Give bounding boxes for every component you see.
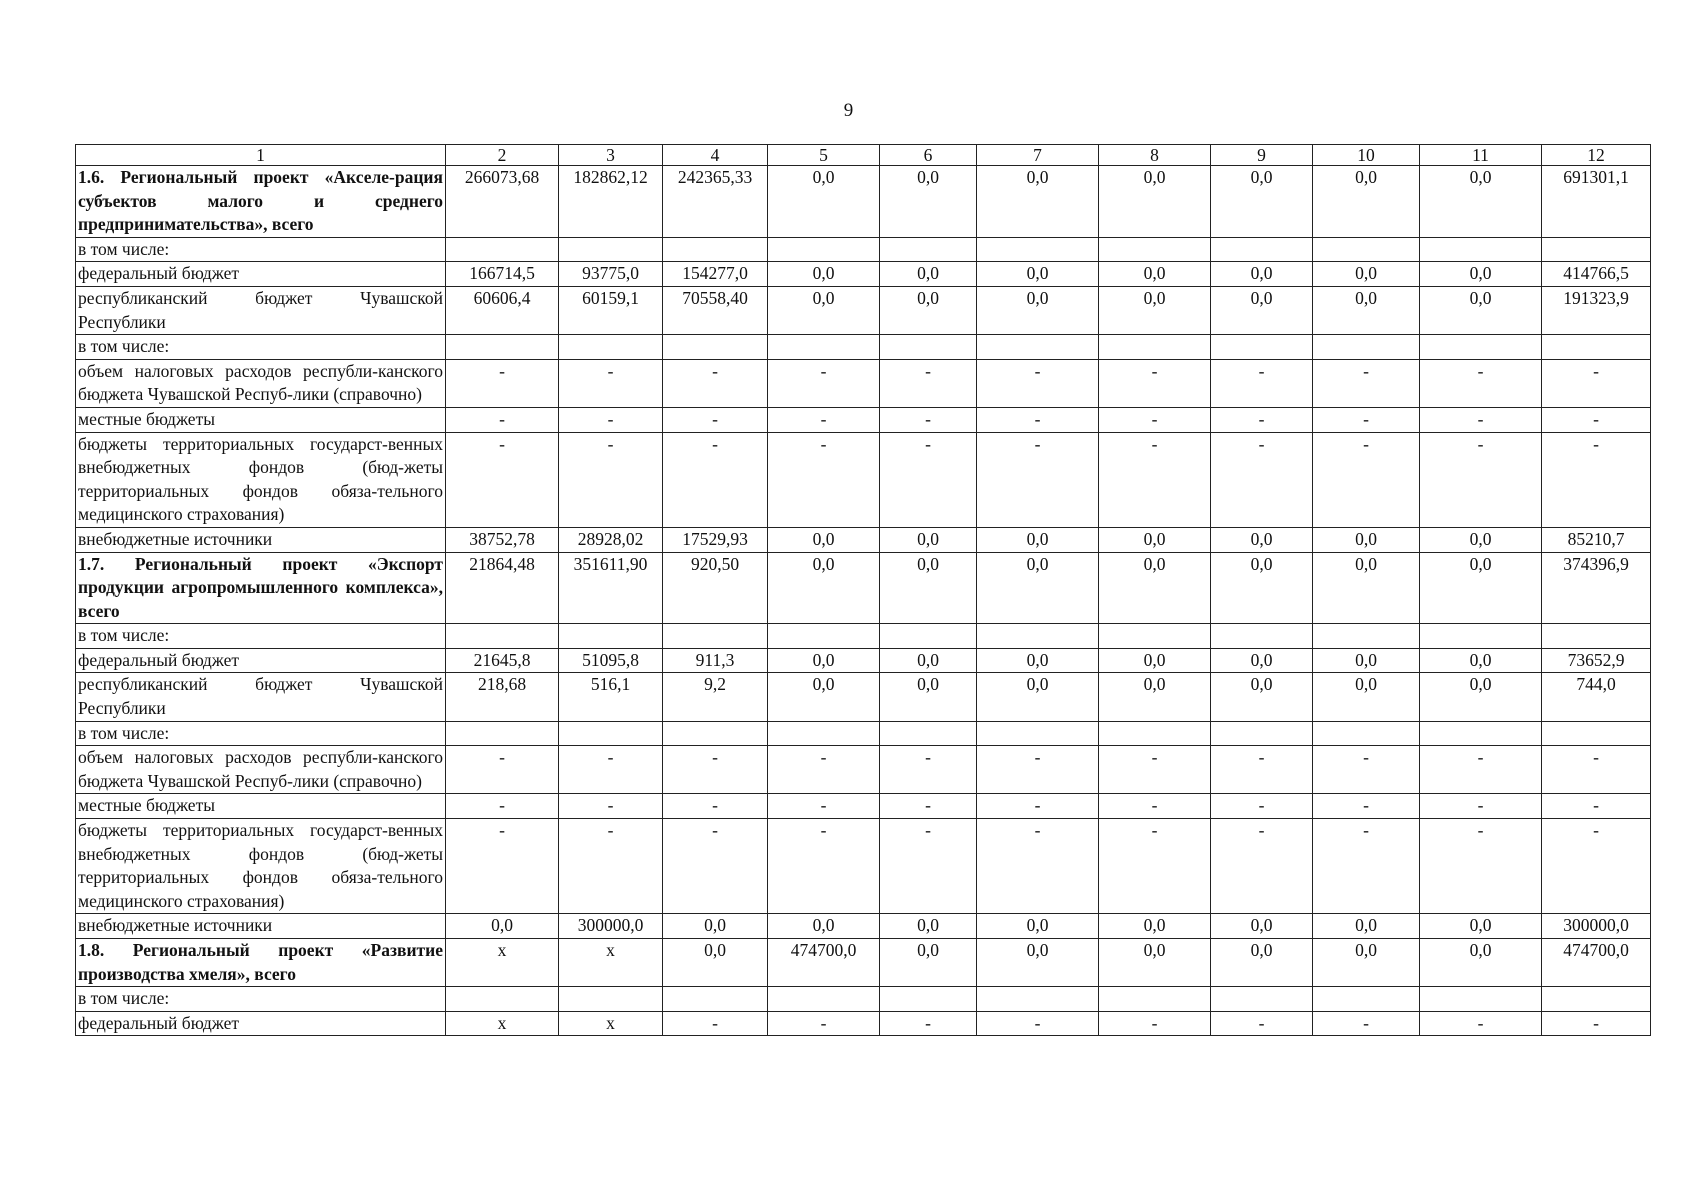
value-cell: 0,0 [768, 673, 880, 721]
value-cell: - [768, 794, 880, 819]
value-cell [559, 721, 663, 746]
value-cell: - [977, 746, 1099, 794]
column-number: 8 [1099, 145, 1211, 166]
value-cell: 0,0 [1211, 648, 1313, 673]
value-cell: - [1542, 407, 1651, 432]
value-cell: - [977, 1011, 1099, 1036]
value-cell: 0,0 [880, 648, 977, 673]
value-cell: - [1313, 359, 1420, 407]
value-cell: 0,0 [977, 166, 1099, 238]
value-cell [1313, 721, 1420, 746]
value-cell: 85210,7 [1542, 527, 1651, 552]
value-cell: 474700,0 [1542, 939, 1651, 987]
value-cell: - [559, 432, 663, 527]
value-cell [1211, 335, 1313, 360]
table-row [76, 721, 1651, 746]
value-cell: 0,0 [1420, 673, 1542, 721]
column-number: 11 [1420, 145, 1542, 166]
table-row [76, 914, 1651, 939]
value-cell: - [1542, 1011, 1651, 1036]
row-label: местные бюджеты [76, 794, 446, 819]
row-label: внебюджетные источники [76, 527, 446, 552]
value-cell: - [663, 1011, 768, 1036]
value-cell [977, 721, 1099, 746]
value-cell: - [1542, 432, 1651, 527]
value-cell: 0,0 [880, 527, 977, 552]
value-cell: - [1211, 432, 1313, 527]
value-cell [663, 335, 768, 360]
row-label: бюджеты территориальных государст-венных внебюджетных фондов (бюд-жеты территориальных фондов обяза-тельного медицинского страхования) [76, 819, 446, 914]
value-cell: 0,0 [977, 914, 1099, 939]
value-cell: - [977, 407, 1099, 432]
value-cell: - [663, 794, 768, 819]
section-row [76, 939, 1651, 987]
table-row [76, 624, 1651, 649]
table-row [76, 648, 1651, 673]
value-cell: 300000,0 [559, 914, 663, 939]
value-cell: 474700,0 [768, 939, 880, 987]
table-row [76, 335, 1651, 360]
budget-table [75, 144, 1651, 1036]
value-cell: - [977, 359, 1099, 407]
value-cell: - [446, 819, 559, 914]
value-cell: - [663, 407, 768, 432]
value-cell: 38752,78 [446, 527, 559, 552]
value-cell [1420, 237, 1542, 262]
value-cell: 0,0 [1211, 262, 1313, 287]
value-cell: - [768, 407, 880, 432]
value-cell: 0,0 [663, 939, 768, 987]
value-cell [1542, 987, 1651, 1012]
row-label: республиканский бюджет Чувашской Республики [76, 673, 446, 721]
row-label: в том числе: [76, 335, 446, 360]
row-label: в том числе: [76, 237, 446, 262]
value-cell: - [1099, 746, 1211, 794]
value-cell: 0,0 [768, 166, 880, 238]
value-cell: - [1542, 819, 1651, 914]
value-cell: 0,0 [768, 552, 880, 624]
value-cell [446, 987, 559, 1012]
value-cell [1542, 721, 1651, 746]
value-cell: 300000,0 [1542, 914, 1651, 939]
value-cell [1211, 721, 1313, 746]
value-cell: 60606,4 [446, 286, 559, 334]
value-cell [977, 624, 1099, 649]
value-cell: - [1099, 407, 1211, 432]
row-label: местные бюджеты [76, 407, 446, 432]
value-cell [1099, 335, 1211, 360]
value-cell: 0,0 [1313, 286, 1420, 334]
value-cell [768, 624, 880, 649]
value-cell: 0,0 [1211, 939, 1313, 987]
value-cell: - [1099, 432, 1211, 527]
value-cell: - [1313, 432, 1420, 527]
value-cell: x [446, 1011, 559, 1036]
value-cell: x [559, 939, 663, 987]
value-cell: 0,0 [880, 286, 977, 334]
row-label: в том числе: [76, 721, 446, 746]
value-cell: 0,0 [880, 552, 977, 624]
value-cell: 0,0 [977, 262, 1099, 287]
value-cell: - [1211, 794, 1313, 819]
value-cell [1211, 987, 1313, 1012]
value-cell [663, 721, 768, 746]
value-cell: 0,0 [1211, 673, 1313, 721]
value-cell: 0,0 [446, 914, 559, 939]
value-cell: 0,0 [977, 286, 1099, 334]
value-cell: 93775,0 [559, 262, 663, 287]
value-cell: - [446, 359, 559, 407]
value-cell: 374396,9 [1542, 552, 1651, 624]
value-cell: 0,0 [1420, 914, 1542, 939]
value-cell: 0,0 [1211, 286, 1313, 334]
value-cell: - [1211, 407, 1313, 432]
value-cell: - [559, 819, 663, 914]
value-cell [1542, 237, 1651, 262]
page-number: 9 [843, 100, 854, 121]
value-cell: - [768, 1011, 880, 1036]
value-cell: - [446, 794, 559, 819]
value-cell: 182862,12 [559, 166, 663, 238]
value-cell: 21864,48 [446, 552, 559, 624]
value-cell: 0,0 [768, 648, 880, 673]
table-body [76, 166, 1651, 1036]
value-cell: 0,0 [880, 262, 977, 287]
value-cell: - [1542, 746, 1651, 794]
value-cell: 0,0 [1313, 648, 1420, 673]
column-number: 2 [446, 145, 559, 166]
value-cell: 744,0 [1542, 673, 1651, 721]
value-cell [1099, 624, 1211, 649]
value-cell: - [1420, 407, 1542, 432]
value-cell: - [880, 407, 977, 432]
table-row [76, 746, 1651, 794]
value-cell [663, 237, 768, 262]
value-cell: 414766,5 [1542, 262, 1651, 287]
value-cell [1420, 987, 1542, 1012]
value-cell: - [446, 746, 559, 794]
value-cell: 0,0 [1099, 286, 1211, 334]
value-cell: x [559, 1011, 663, 1036]
value-cell: 0,0 [1099, 939, 1211, 987]
value-cell [1420, 335, 1542, 360]
value-cell [1420, 624, 1542, 649]
value-cell: 0,0 [880, 939, 977, 987]
table-row [76, 237, 1651, 262]
value-cell: - [880, 432, 977, 527]
value-cell: 0,0 [1211, 552, 1313, 624]
value-cell [1313, 624, 1420, 649]
table-row [76, 794, 1651, 819]
value-cell: 0,0 [1313, 673, 1420, 721]
column-number: 10 [1313, 145, 1420, 166]
value-cell: 0,0 [977, 552, 1099, 624]
column-number: 6 [880, 145, 977, 166]
value-cell [446, 624, 559, 649]
value-cell: - [768, 746, 880, 794]
value-cell: 0,0 [1099, 527, 1211, 552]
row-label: объем налоговых расходов республи-канского бюджета Чувашской Респуб-лики (справочно) [76, 359, 446, 407]
value-cell [880, 624, 977, 649]
value-cell: - [559, 407, 663, 432]
value-cell: 0,0 [1420, 166, 1542, 238]
column-number: 1 [76, 145, 446, 166]
value-cell [880, 335, 977, 360]
value-cell [1099, 987, 1211, 1012]
value-cell: - [1099, 794, 1211, 819]
value-cell: 0,0 [880, 166, 977, 238]
value-cell [446, 721, 559, 746]
value-cell: 0,0 [1211, 166, 1313, 238]
value-cell: - [663, 359, 768, 407]
value-cell: 0,0 [880, 914, 977, 939]
value-cell [663, 624, 768, 649]
value-cell: 0,0 [1420, 552, 1542, 624]
value-cell [446, 237, 559, 262]
value-cell [559, 237, 663, 262]
value-cell: 691301,1 [1542, 166, 1651, 238]
value-cell [559, 335, 663, 360]
value-cell: 0,0 [1313, 527, 1420, 552]
value-cell: - [1420, 359, 1542, 407]
value-cell [1099, 237, 1211, 262]
value-cell [663, 987, 768, 1012]
section-row [76, 166, 1651, 238]
table-row [76, 1011, 1651, 1036]
table-row [76, 359, 1651, 407]
value-cell: - [880, 819, 977, 914]
value-cell: 0,0 [880, 673, 977, 721]
value-cell: 191323,9 [1542, 286, 1651, 334]
value-cell: - [977, 819, 1099, 914]
value-cell [977, 237, 1099, 262]
value-cell [768, 721, 880, 746]
value-cell: 0,0 [1420, 286, 1542, 334]
value-cell: - [977, 432, 1099, 527]
value-cell: 17529,93 [663, 527, 768, 552]
value-cell: - [1099, 819, 1211, 914]
value-cell: - [768, 359, 880, 407]
value-cell: - [1211, 359, 1313, 407]
value-cell: - [977, 794, 1099, 819]
table-row [76, 819, 1651, 914]
value-cell: - [880, 1011, 977, 1036]
value-cell: 516,1 [559, 673, 663, 721]
value-cell: - [1313, 794, 1420, 819]
column-number: 3 [559, 145, 663, 166]
value-cell: 0,0 [1099, 262, 1211, 287]
value-cell: - [1420, 794, 1542, 819]
value-cell [977, 335, 1099, 360]
value-cell: 0,0 [663, 914, 768, 939]
value-cell: 0,0 [768, 286, 880, 334]
column-number: 5 [768, 145, 880, 166]
value-cell: - [1420, 819, 1542, 914]
value-cell: - [663, 819, 768, 914]
value-cell: 266073,68 [446, 166, 559, 238]
value-cell: 0,0 [1313, 552, 1420, 624]
row-label: объем налоговых расходов республи-канского бюджета Чувашской Респуб-лики (справочно) [76, 746, 446, 794]
column-number: 9 [1211, 145, 1313, 166]
value-cell: - [768, 432, 880, 527]
value-cell: 154277,0 [663, 262, 768, 287]
value-cell: 0,0 [1099, 914, 1211, 939]
value-cell: 0,0 [1420, 648, 1542, 673]
table-row [76, 673, 1651, 721]
value-cell: 70558,40 [663, 286, 768, 334]
value-cell: - [1313, 819, 1420, 914]
value-cell: 351611,90 [559, 552, 663, 624]
value-cell [1313, 987, 1420, 1012]
value-cell: 21645,8 [446, 648, 559, 673]
value-cell: 0,0 [1420, 262, 1542, 287]
value-cell [1211, 624, 1313, 649]
value-cell: - [559, 746, 663, 794]
value-cell: 920,50 [663, 552, 768, 624]
value-cell: 0,0 [1313, 262, 1420, 287]
value-cell: - [1099, 359, 1211, 407]
value-cell: 0,0 [977, 673, 1099, 721]
value-cell [880, 987, 977, 1012]
value-cell [1313, 237, 1420, 262]
value-cell: - [1313, 746, 1420, 794]
value-cell: - [880, 359, 977, 407]
value-cell: - [1313, 1011, 1420, 1036]
value-cell: 242365,33 [663, 166, 768, 238]
row-label: в том числе: [76, 624, 446, 649]
value-cell: - [1313, 407, 1420, 432]
row-label: в том числе: [76, 987, 446, 1012]
row-label: федеральный бюджет [76, 262, 446, 287]
value-cell: - [446, 407, 559, 432]
value-cell: 9,2 [663, 673, 768, 721]
value-cell: - [1542, 794, 1651, 819]
value-cell [1211, 237, 1313, 262]
value-cell: 73652,9 [1542, 648, 1651, 673]
value-cell: 0,0 [1313, 914, 1420, 939]
value-cell: 0,0 [1099, 673, 1211, 721]
value-cell: - [663, 746, 768, 794]
value-cell: - [1099, 1011, 1211, 1036]
value-cell: - [559, 359, 663, 407]
value-cell: - [768, 819, 880, 914]
row-label: внебюджетные источники [76, 914, 446, 939]
column-number: 12 [1542, 145, 1651, 166]
value-cell: 0,0 [768, 527, 880, 552]
value-cell: 0,0 [1211, 527, 1313, 552]
row-label: 1.8. Региональный проект «Развитие производства хмеля», всего [76, 939, 446, 987]
value-cell: 0,0 [1313, 166, 1420, 238]
value-cell: 0,0 [1099, 166, 1211, 238]
value-cell: 0,0 [1099, 552, 1211, 624]
value-cell: 0,0 [1313, 939, 1420, 987]
row-label: бюджеты территориальных государст-венных внебюджетных фондов (бюд-жеты территориальных фондов обяза-тельного медицинского страхования) [76, 432, 446, 527]
value-cell: 60159,1 [559, 286, 663, 334]
value-cell: 166714,5 [446, 262, 559, 287]
value-cell [768, 987, 880, 1012]
value-cell [1313, 335, 1420, 360]
value-cell: 0,0 [977, 939, 1099, 987]
value-cell: 218,68 [446, 673, 559, 721]
value-cell [977, 987, 1099, 1012]
value-cell: - [1211, 819, 1313, 914]
value-cell: - [1420, 432, 1542, 527]
value-cell [880, 721, 977, 746]
value-cell [559, 987, 663, 1012]
row-label: 1.6. Региональный проект «Акселе-рация субъектов малого и среднего предпринимательства», всего [76, 166, 446, 238]
value-cell [768, 237, 880, 262]
value-cell: - [1211, 746, 1313, 794]
value-cell: 911,3 [663, 648, 768, 673]
value-cell: - [559, 794, 663, 819]
value-cell: 0,0 [768, 914, 880, 939]
table-row [76, 527, 1651, 552]
value-cell: - [880, 794, 977, 819]
value-cell [1420, 721, 1542, 746]
value-cell: 0,0 [1211, 914, 1313, 939]
value-cell: - [1420, 746, 1542, 794]
table-row [76, 407, 1651, 432]
column-number-row [76, 145, 1651, 166]
value-cell: 28928,02 [559, 527, 663, 552]
value-cell: 0,0 [1420, 527, 1542, 552]
value-cell: 0,0 [977, 648, 1099, 673]
column-number: 7 [977, 145, 1099, 166]
row-label: федеральный бюджет [76, 648, 446, 673]
table-row [76, 286, 1651, 334]
value-cell: 0,0 [1099, 648, 1211, 673]
value-cell [768, 335, 880, 360]
table-row [76, 432, 1651, 527]
value-cell [559, 624, 663, 649]
value-cell [1099, 721, 1211, 746]
value-cell: x [446, 939, 559, 987]
table-row [76, 262, 1651, 287]
value-cell: 0,0 [1420, 939, 1542, 987]
value-cell: 0,0 [768, 262, 880, 287]
value-cell: 0,0 [977, 527, 1099, 552]
value-cell [1542, 624, 1651, 649]
value-cell: - [880, 746, 977, 794]
row-label: республиканский бюджет Чувашской Республики [76, 286, 446, 334]
row-label: 1.7. Региональный проект «Экспорт продукции агропромышленного комплекса», всего [76, 552, 446, 624]
value-cell [1542, 335, 1651, 360]
column-number: 4 [663, 145, 768, 166]
value-cell: 51095,8 [559, 648, 663, 673]
value-cell: - [1542, 359, 1651, 407]
table-row [76, 987, 1651, 1012]
value-cell: - [663, 432, 768, 527]
value-cell [446, 335, 559, 360]
value-cell [880, 237, 977, 262]
section-row [76, 552, 1651, 624]
row-label: федеральный бюджет [76, 1011, 446, 1036]
value-cell: - [1211, 1011, 1313, 1036]
value-cell: - [446, 432, 559, 527]
value-cell: - [1420, 1011, 1542, 1036]
